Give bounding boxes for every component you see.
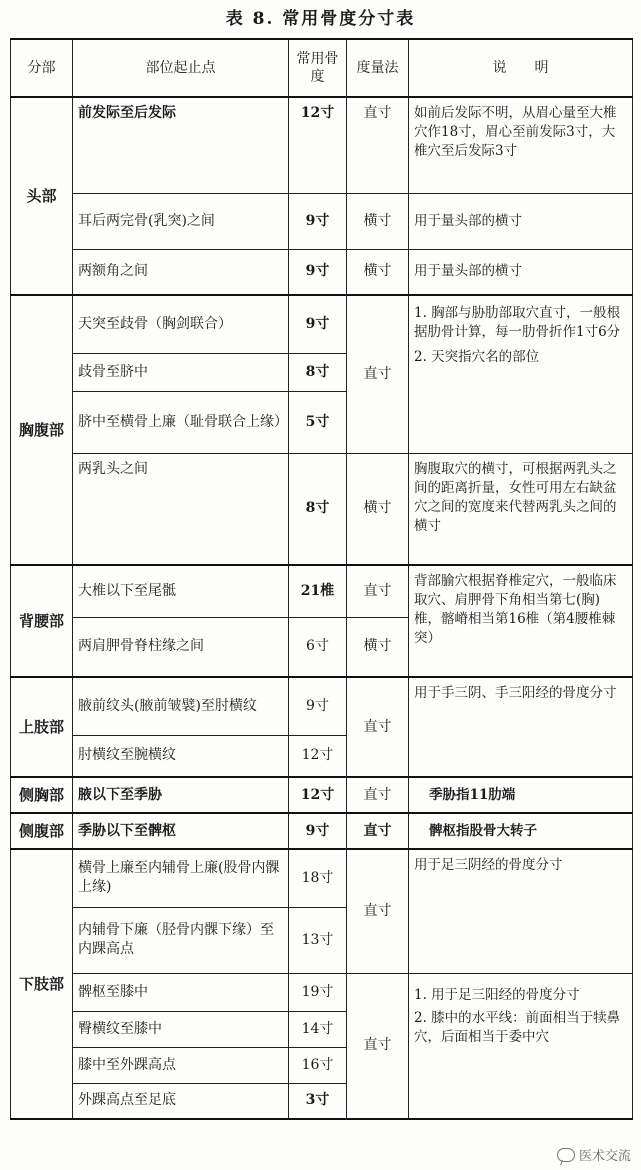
measure-cell: 18寸 <box>289 849 347 907</box>
region-cell: 头部 <box>11 97 73 295</box>
table-row <box>11 565 633 617</box>
group-chest-abdomen <box>11 295 633 565</box>
method-cell: 直寸 <box>347 97 409 193</box>
region-cell: 侧腹部 <box>11 813 73 849</box>
table-row <box>11 813 633 849</box>
method-cell: 直寸 <box>347 677 409 777</box>
measure-cell: 19寸 <box>289 973 347 1011</box>
location-cell: 腋以下至季胁 <box>73 777 289 813</box>
method-cell: 直寸 <box>347 849 409 973</box>
note-cell: 用于量头部的横寸 <box>409 249 633 295</box>
method-cell: 直寸 <box>347 565 409 617</box>
location-cell: 天突至歧骨（胸剑联合） <box>73 295 289 353</box>
method-cell: 直寸 <box>347 813 409 849</box>
location-cell: 腋前纹头(腋前皱襞)至肘横纹 <box>73 677 289 735</box>
group-side-abdomen <box>11 813 633 849</box>
group-back-waist <box>11 565 633 677</box>
note-cell: 髀枢指股骨大转子 <box>409 813 633 849</box>
note-cell <box>409 973 633 1119</box>
table-row <box>11 973 633 1011</box>
measure-cell: 21椎 <box>289 565 347 617</box>
note-line: 1. 胸部与胁肋部取穴直寸，一般根据肋骨计算，每一肋骨折作1寸6分 <box>414 305 621 340</box>
chat-bubble-icon <box>557 1148 575 1162</box>
note-line: 1. 用于足三阳经的骨度分寸 <box>414 986 580 1003</box>
group-head <box>11 97 633 295</box>
location-cell: 内辅骨下廉（胫骨内髁下缘）至内踝高点 <box>73 907 289 973</box>
measure-cell: 8寸 <box>289 353 347 391</box>
location-cell: 两肩胛骨脊柱缘之间 <box>73 617 289 677</box>
region-cell: 胸腹部 <box>11 295 73 565</box>
note-cell: 如前后发际不明，从眉心量至大椎穴作18寸，眉心至前发际3寸，大椎穴至后发际3寸 <box>409 97 633 193</box>
table-row <box>11 677 633 735</box>
measure-cell: 13寸 <box>289 907 347 973</box>
note-cell: 用于量头部的横寸 <box>409 193 633 249</box>
measure-cell: 9寸 <box>289 677 347 735</box>
table-row <box>11 97 633 193</box>
measure-cell: 6寸 <box>289 617 347 677</box>
method-cell: 横寸 <box>347 193 409 249</box>
measure-cell: 12寸 <box>289 735 347 777</box>
method-cell: 直寸 <box>347 777 409 813</box>
location-cell: 肘横纹至腕横纹 <box>73 735 289 777</box>
method-cell: 直寸 <box>347 295 409 453</box>
location-cell: 两额角之间 <box>73 249 289 295</box>
location-cell: 臀横纹至膝中 <box>73 1011 289 1047</box>
location-cell: 外踝高点至足底 <box>73 1083 289 1119</box>
note-cell: 胸腹取穴的横寸，可根据两乳头之间的距离折量，女性可用左右缺盆穴之间的宽度来代替两乳头之间的横寸 <box>409 453 633 565</box>
header-note: 说 明 <box>409 39 633 97</box>
note-line: 2. 天突指穴名的部位 <box>414 349 540 365</box>
location-cell: 耳后两完骨(乳突)之间 <box>73 193 289 249</box>
table-row <box>11 453 633 565</box>
location-cell: 横骨上廉至内辅骨上廉(股骨内髁上缘) <box>73 849 289 907</box>
region-cell: 上肢部 <box>11 677 73 777</box>
table-row <box>11 193 633 249</box>
measure-cell: 9寸 <box>289 295 347 353</box>
location-cell: 季胁以下至髀枢 <box>73 813 289 849</box>
measure-cell: 9寸 <box>289 249 347 295</box>
method-cell: 横寸 <box>347 249 409 295</box>
location-cell: 前发际至后发际 <box>73 97 289 193</box>
group-upper-limb <box>11 677 633 777</box>
location-cell: 大椎以下至尾骶 <box>73 565 289 617</box>
watermark-text: 医术交流 <box>578 1149 631 1164</box>
table-row <box>11 249 633 295</box>
location-cell: 歧骨至脐中 <box>73 353 289 391</box>
note-line: 2. 膝中的水平线：前面相当于犊鼻穴，后面相当于委中穴 <box>414 1009 621 1045</box>
bone-measurement-table <box>10 38 633 1120</box>
watermark <box>557 1145 631 1164</box>
measure-cell: 8寸 <box>289 453 347 565</box>
measure-cell: 5寸 <box>289 391 347 453</box>
note-cell: 背部腧穴根据脊椎定穴，一般临床取穴、肩胛骨下角相当第七(胸)椎，髂嵴相当第16椎（第4腰椎棘突） <box>409 565 633 677</box>
note-cell: 用于足三阴经的骨度分寸 <box>409 849 633 973</box>
method-cell: 横寸 <box>347 617 409 677</box>
measure-cell: 12寸 <box>289 777 347 813</box>
header-location: 部位起止点 <box>73 39 289 97</box>
location-cell: 膝中至外踝高点 <box>73 1047 289 1083</box>
table-row <box>11 777 633 813</box>
region-cell: 侧胸部 <box>11 777 73 813</box>
location-cell: 脐中至横骨上廉（耻骨联合上缘） <box>73 391 289 453</box>
location-cell: 两乳头之间 <box>73 453 289 565</box>
measure-cell: 3寸 <box>289 1083 347 1119</box>
measure-cell: 14寸 <box>289 1011 347 1047</box>
measure-cell: 12寸 <box>289 97 347 193</box>
method-cell: 直寸 <box>347 973 409 1119</box>
header-region: 分部 <box>11 39 73 97</box>
measure-cell: 16寸 <box>289 1047 347 1083</box>
note-cell <box>409 295 633 453</box>
location-cell: 髀枢至膝中 <box>73 973 289 1011</box>
group-lower-limb <box>11 849 633 1119</box>
region-cell: 下肢部 <box>11 849 73 1119</box>
note-cell: 用于手三阴、手三阳经的骨度分寸 <box>409 677 633 777</box>
region-cell: 背腰部 <box>11 565 73 677</box>
table-row <box>11 849 633 907</box>
header-measure: 常用骨度 <box>289 39 347 97</box>
method-cell: 横寸 <box>347 453 409 565</box>
group-side-chest <box>11 777 633 813</box>
table-row <box>11 295 633 353</box>
header-method: 度量法 <box>347 39 409 97</box>
table-title: 表 8. 常用骨度分寸表 <box>225 9 416 29</box>
measure-cell: 9寸 <box>289 193 347 249</box>
measure-cell: 9寸 <box>289 813 347 849</box>
note-cell: 季胁指11肋端 <box>409 777 633 813</box>
